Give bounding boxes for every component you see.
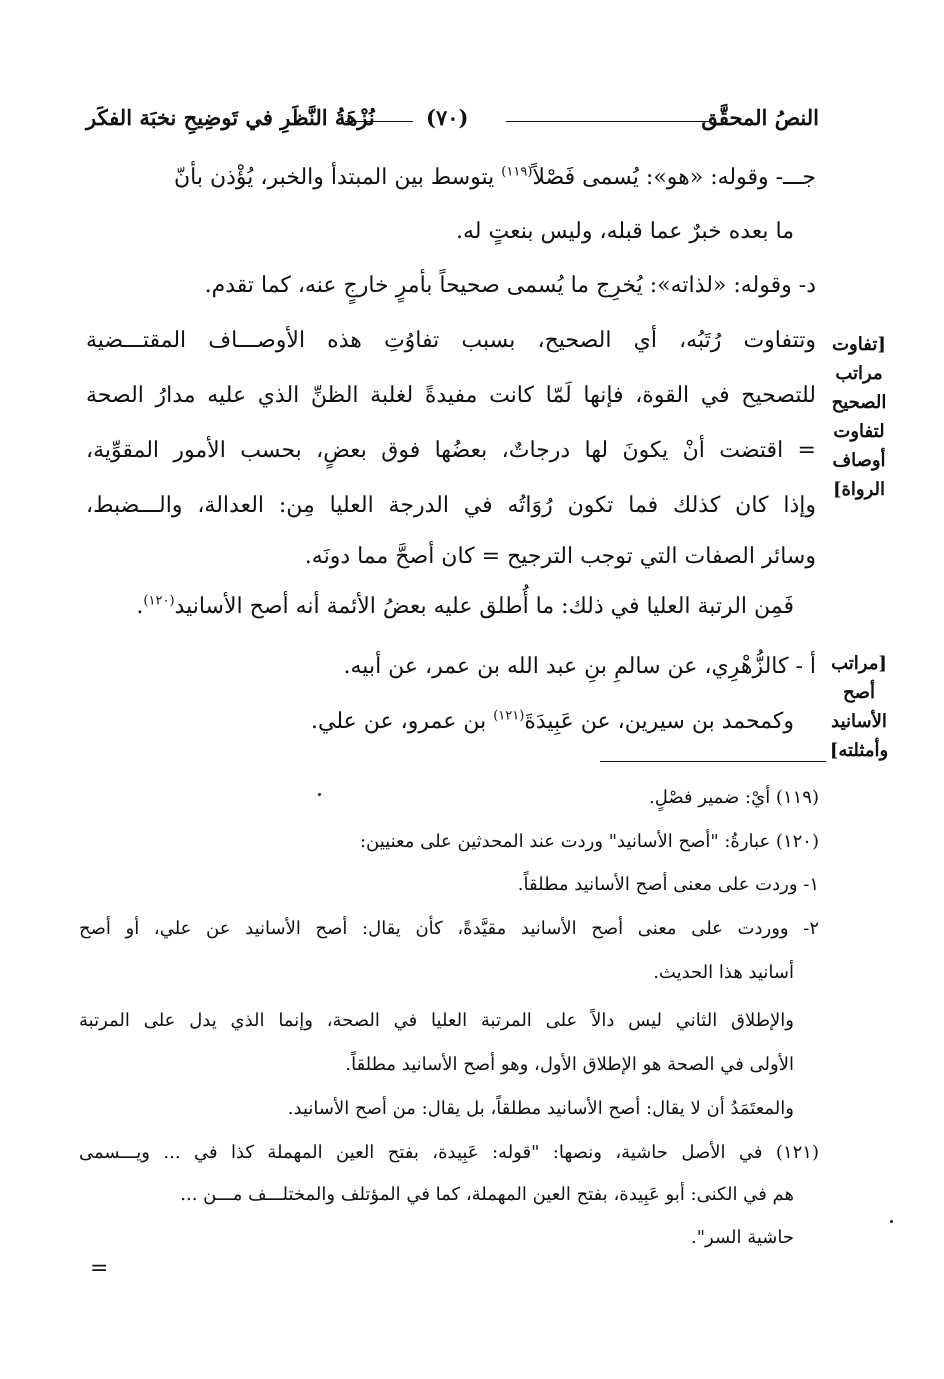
footnote-121-cont-2: حاشية السر". (691, 1227, 794, 1248)
footnote-120-item-1: ١- وردت على معنى أصح الأسانيد مطلقاً. (517, 874, 819, 895)
body-line-10: أ - كالزُّهْرِي، عن سالمِ بنِ عبد الله بن عمر، عن أبيه. (343, 654, 816, 679)
footnote-separator (600, 761, 826, 762)
footnote-121: (١٢١) في الأصل حاشية، ونصها: "قوله: عَبِيدة، بفتح العين المهملة كذا في ... ويـــسمى (79, 1142, 819, 1163)
body-line-1 (174, 160, 816, 196)
body-line-11-rest: بن عمرو، عن علي. (311, 709, 494, 734)
footnote-ref-121[interactable]: (١٢١) (493, 708, 525, 724)
body-line-6: = اقتضت أنْ يكونَ لها درجاتٌ، بعضُها فوق بعضٍ، بحسب الأمور المقوِّية، (86, 438, 816, 463)
side-note-rank-variation: [تفاوت مراتب الصحيح لتفاوت أوصاف الرواة] (831, 334, 887, 500)
footnote-120-item-2: ٢- ووردت على معنى أصح الأسانيد مقيَّدةً، كأن يقال: أصح الأسانيد عن علي، أو أصح (79, 918, 819, 939)
body-line-5: للتصحيح في القوة، فإنها لَمّا كانت مفيدةً لغلبة الظنِّ الذي عليه مدارُ الصحة (86, 383, 816, 408)
side-note-best-chains: [مراتب أصح الأسانيد وأمثلته] (829, 653, 889, 761)
page-number: (٧٠) (426, 105, 469, 130)
footnote-ref-120[interactable]: (١٢٠) (143, 593, 175, 609)
body-line-1-text: جـــ- وقوله: «هو»: يُسمى فَصْلاً (532, 165, 816, 190)
footnote-ref-119[interactable]: (١١٩) (501, 164, 533, 180)
body-line-2: ما بعده خبرٌ عما قبله، وليس بنعتٍ له. (456, 219, 794, 244)
footnote-120-item-2-cont: أسانيد هذا الحديث. (653, 962, 794, 983)
body-line-3: د- وقوله: «لذاته»: يُخرِج ما يُسمى صحيحاً بأمرٍ خارجٍ عنه، كما تقدم. (204, 273, 816, 298)
body-line-11-text: وكمحمد بن سيرين، عن عَبِيدَةَ (524, 709, 794, 734)
footnote-120: (١٢٠) عبارةُ: "أصح الأسانيد" وردت عند المحدثين على معنيين: (359, 831, 819, 852)
footnote-120-para-2: والمعتَمَدُ أن لا يقال: أصح الأسانيد مطلقاً، بل يقال: من أصح الأسانيد. (287, 1098, 794, 1119)
scan-speck (890, 1220, 893, 1223)
footnote-119: (١١٩) أيْ: ضمير فصْلٍ. (648, 787, 819, 808)
body-line-4: وتتفاوت رُتَبُه، أي الصحيح، بسبب تفاوُتِ هذه الأوصـــاف المقتـــضية (86, 328, 816, 353)
body-line-11 (311, 704, 794, 740)
body-line-9-rest: . (136, 594, 144, 619)
body-line-9-text: فَمِن الرتبة العليا في ذلك: ما أُطلق عليه بعضُ الأئمة أنه أصح الأسانيد (174, 594, 794, 619)
body-line-9 (136, 589, 794, 625)
body-line-8: وسائر الصفات التي توجب الترجيح = كان أصحَّ مما دونَه. (304, 544, 816, 569)
header-book-section: النصُ المحقَّق (701, 105, 819, 130)
header-rule-right (506, 121, 710, 122)
body-line-1-rest: يتوسط بين المبتدأ والخبر، يُؤْذن بأنّ (173, 165, 502, 190)
header-book-title: نُزْهَةُ النَّظَرِ في تَوضِيحِ نخبَة الفكَر (86, 105, 375, 130)
page-end-mark: = (90, 1256, 109, 1281)
footnote-120-para-1-cont: الأولى في الصحة هو الإطلاق الأول، وهو أصح الأسانيد مطلقاً. (345, 1054, 794, 1075)
body-line-7: وإذا كان كذلك فما تكون رُوَاتُه في الدرجة العليا مِن: العدالة، والـــضبط، (86, 493, 816, 518)
footnote-120-para-1: والإطلاق الثاني ليس دالاً على المرتبة العليا في الصحة، وإنما الذي يدل على المرتبة (79, 1010, 794, 1031)
scan-speck (318, 793, 321, 796)
footnote-121-cont-1: هم في الكنى: أبو عَبِيدة، بفتح العين المهملة، كما في المؤتلف والمختلـــف مـــن ... (180, 1184, 794, 1205)
